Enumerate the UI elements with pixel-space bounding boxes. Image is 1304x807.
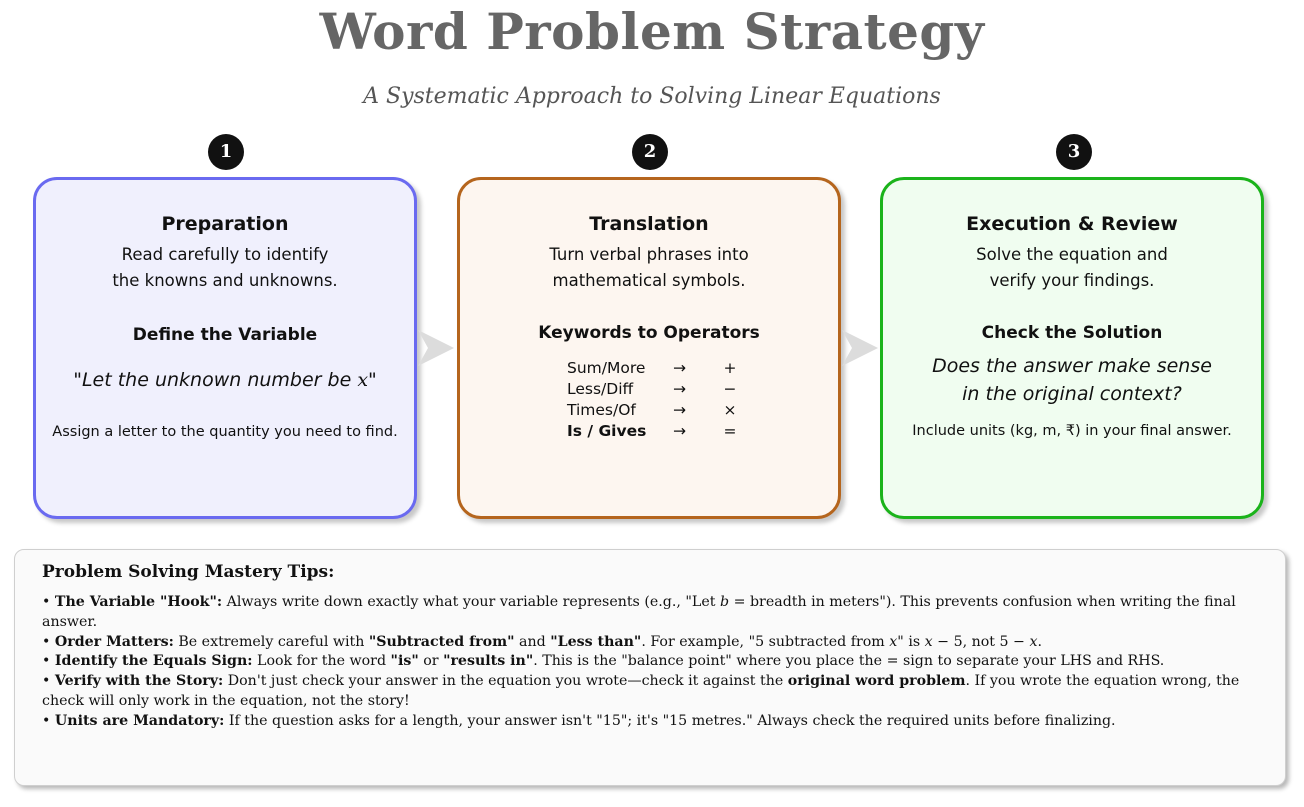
keyword-row <box>567 358 745 379</box>
tip-text: = breadth in meters"). This prevents confusion when writing the final answer. <box>42 594 1236 630</box>
operator: × <box>723 401 737 419</box>
keyword: Times/Of <box>567 401 636 419</box>
card-subheading: Check the Solution <box>981 323 1163 343</box>
card-description-line: mathematical symbols. <box>552 271 746 290</box>
step-card-execution-review <box>880 177 1264 519</box>
tip-text: " is <box>897 633 925 650</box>
tip-emphasis: "Less than" <box>550 633 642 650</box>
card-description-line: Read carefully to identify <box>121 245 329 264</box>
chevron-right-icon <box>416 328 456 368</box>
tip-text: Look for the word <box>252 653 391 670</box>
tip-item: • Verify with the Story: Don't just check your answer in the equation you wrote—check it against the original word problem. If you wrote the equation wrong, the check will only work in the equation, not the story! <box>42 673 1240 709</box>
card-subheading: Keywords to Operators <box>538 323 760 343</box>
keyword-row <box>567 379 745 400</box>
tip-label: Identify the Equals Sign: <box>54 653 253 670</box>
math-variable: x <box>889 633 898 650</box>
page-title: Word Problem Strategy <box>319 2 985 61</box>
quote-text: "Let the unknown number be <box>73 369 358 391</box>
math-variable: x <box>924 633 933 650</box>
card-note: Assign a letter to the quantity you need to find. <box>52 424 398 440</box>
keyword-operator-table <box>567 358 745 442</box>
operator: + <box>723 359 737 377</box>
card-description-line: the knowns and unknowns. <box>112 271 338 290</box>
card-title: Translation <box>589 213 709 235</box>
arrow-icon: → <box>673 422 686 440</box>
tip-text: Don't just check your answer in the equation you wrote—check it against the <box>223 673 788 690</box>
check-question-line: in the original context? <box>962 383 1182 405</box>
check-question-line: Does the answer make sense <box>932 355 1212 377</box>
card-title: Preparation <box>161 213 289 235</box>
tip-text: . For example, "5 subtracted from <box>641 633 890 650</box>
keyword-row <box>567 421 745 442</box>
keyword-row <box>567 400 745 421</box>
page-subtitle: A Systematic Approach to Solving Linear Equations <box>363 84 941 109</box>
card-note: Include units (kg, m, ₹) in your final answer. <box>912 423 1232 439</box>
check-question <box>883 352 1261 408</box>
step-card-preparation <box>33 177 417 519</box>
tip-label: The Variable "Hook": <box>54 594 223 610</box>
keyword: Is / Gives <box>567 422 647 440</box>
tip-label: Order Matters: <box>54 633 174 650</box>
step-3-badge: 3 <box>1056 134 1092 170</box>
tip-label: Verify with the Story: <box>54 673 224 690</box>
card-description <box>460 242 838 294</box>
keyword: Sum/More <box>567 359 646 377</box>
card-description <box>36 242 414 294</box>
keyword: Less/Diff <box>567 380 634 398</box>
arrow-icon: → <box>673 359 686 377</box>
tips-heading: Problem Solving Mastery Tips: <box>42 562 335 582</box>
quote-text: " <box>368 369 377 391</box>
tip-label: Units are Mandatory: <box>54 712 225 729</box>
card-description-line: verify your findings. <box>989 271 1155 290</box>
tip-text: − 5, not 5 − <box>932 633 1030 650</box>
tip-item: • The Variable "Hook": Always write down exactly what your variable represents (e.g., "Let b = breadth in meters"). This prevents confusion when writing the final answer. <box>42 594 1236 630</box>
card-title: Execution & Review <box>966 213 1178 235</box>
card-subheading: Define the Variable <box>132 325 318 345</box>
tip-text: If the question asks for a length, your answer isn't "15"; it's "15 metres." Always check the required units before finalizing. <box>224 712 1116 729</box>
card-description-line: Solve the equation and <box>976 245 1168 264</box>
arrow-icon: → <box>673 380 686 398</box>
tip-text: or <box>418 653 444 670</box>
arrow-icon: → <box>673 401 686 419</box>
tip-item: • Order Matters: Be extremely careful with "Subtracted from" and "Less than". For example, "5 subtracted from x" is x − 5, not 5 − x. <box>42 633 1042 650</box>
tip-text: . <box>1037 633 1042 650</box>
operator: = <box>723 422 737 440</box>
operator: − <box>723 380 737 398</box>
step-2-badge: 2 <box>632 134 668 170</box>
tip-item: • Identify the Equals Sign: Look for the word "is" or "results in". This is the "balance point" where you place the = sign to separate your LHS and RHS. <box>42 653 1165 670</box>
tip-emphasis: "results in" <box>443 653 534 670</box>
tip-text: Be extremely careful with <box>173 633 369 650</box>
tip-item: • Units are Mandatory: If the question asks for a length, your answer isn't "15"; it's "15 metres." Always check the required units before finalizing. <box>42 712 1116 729</box>
quote-variable: x <box>357 369 369 391</box>
tip-text: Always write down exactly what your variable represents (e.g., "Let <box>222 594 720 610</box>
chevron-right-icon <box>840 328 880 368</box>
tip-text: . This is the "balance point" where you place the = sign to separate your LHS and RHS. <box>533 653 1165 670</box>
mastery-tips-panel <box>14 549 1286 786</box>
tip-emphasis: original word problem <box>787 673 966 690</box>
tip-text: . If you wrote the equation wrong, the check will only work in the equation, not the story! <box>42 673 1240 709</box>
tip-text: and <box>514 633 551 650</box>
card-description <box>883 242 1261 294</box>
step-1-badge: 1 <box>208 134 244 170</box>
variable-quote <box>36 366 414 394</box>
tip-emphasis: "is" <box>390 653 419 670</box>
card-description-line: Turn verbal phrases into <box>549 245 749 264</box>
math-variable: x <box>1029 633 1038 650</box>
tip-emphasis: "Subtracted from" <box>368 633 515 650</box>
step-card-translation <box>457 177 841 519</box>
tips-list <box>42 593 1260 732</box>
math-variable: b <box>719 594 730 610</box>
